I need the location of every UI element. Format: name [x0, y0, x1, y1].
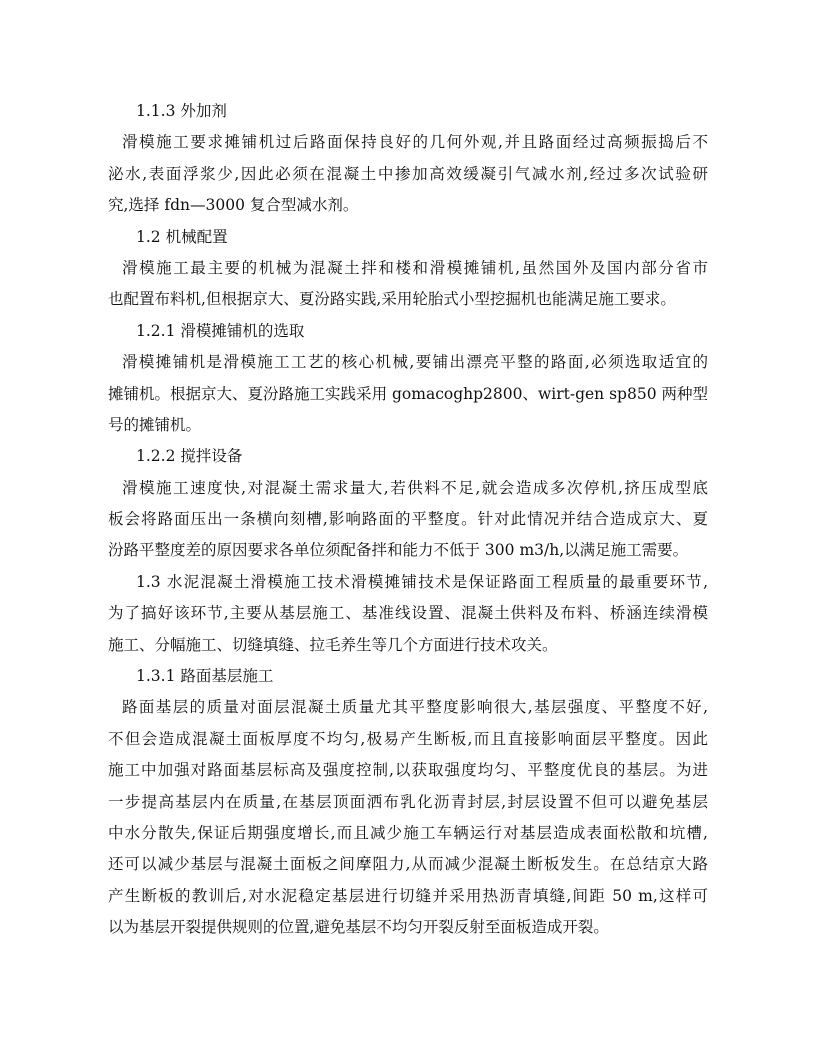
paragraph-line: 中水分散失,保证后期强度增长,而且减少施工车辆运行对基层造成表面松散和坑槽,: [108, 823, 708, 842]
paragraph-line: 滑模施工最主要的机械为混凝土拌和楼和滑模摊铺机,虽然国外及国内部分省市: [122, 258, 708, 277]
paragraph-line: 号的摊铺机。: [108, 415, 202, 434]
section-heading-1-3: 1.3 水泥混凝土滑模施工技术滑模摊铺技术是保证路面工程质量的最重要环节,: [136, 572, 708, 591]
section-heading-1-2-2: 1.2.2 搅拌设备: [136, 447, 243, 466]
section-heading-1-2: 1.2 机械配置: [136, 227, 228, 246]
paragraph-line: 一步提高基层内在质量,在基层顶面洒布乳化沥青封层,封层设置不但可以避免基层: [108, 792, 708, 811]
paragraph-line: 板会将路面压出一条横向刻槽,影响路面的平整度。针对此情况并结合造成京大、夏: [108, 510, 708, 529]
paragraph-line: 泌水,表面浮浆少,因此必须在混凝土中掺加高效缓凝引气减水剂,经过多次试验研: [108, 164, 708, 183]
paragraph-line: 还可以减少基层与混凝土面板之间摩阻力,从而减少混凝土断板发生。在总结京大路: [108, 855, 708, 874]
paragraph-line: 滑模摊铺机是滑模施工工艺的核心机械,要铺出漂亮平整的路面,必须选取适宜的: [122, 353, 708, 372]
paragraph-line: 为了搞好该环节,主要从基层施工、基准线设置、混凝土供料及布料、桥涵连续滑模: [108, 604, 708, 623]
paragraph-line: 施工中加强对路面基层标高及强度控制,以获取强度均匀、平整度优良的基层。为进: [108, 761, 708, 780]
paragraph-line: 摊铺机。根据京大、夏汾路施工实践采用 gomacoghp2800、wirt-gen sp850 两种型: [108, 384, 708, 403]
paragraph-line: 路面基层的质量对面层混凝土质量尤其平整度影响很大,基层强度、平整度不好,: [122, 698, 708, 717]
section-heading-1-2-1: 1.2.1 滑模摊铺机的选取: [136, 321, 305, 340]
paragraph-line: 以为基层开裂提供规则的位置,避免基层不均匀开裂反射至面板造成开裂。: [108, 918, 609, 937]
paragraph-line: 究,选择 fdn—3000 复合型减水剂。: [108, 196, 359, 215]
paragraph-line: 也配置布料机,但根据京大、夏汾路实践,采用轮胎式小型挖掘机也能满足施工要求。: [108, 290, 676, 309]
paragraph-line: 不但会造成混凝土面板厚度不均匀,极易产生断板,而且直接影响面层平整度。因此: [108, 729, 708, 748]
document-body: [108, 96, 708, 944]
section-heading-1-1-3: 1.1.3 外加剂: [136, 102, 227, 120]
paragraph-line: 汾路平整度差的原因要求各单位须配备拌和能力不低于 300 m3/h,以满足施工需要。: [108, 541, 689, 560]
paragraph-line: 施工、分幅施工、切缝填缝、拉毛养生等几个方面进行技术攻关。: [108, 635, 558, 654]
paragraph-line: 滑模施工速度快,对混凝土需求量大,若供料不足,就会造成多次停机,挤压成型底: [122, 478, 708, 497]
paragraph-line: 滑模施工要求摊铺机过后路面保持良好的几何外观,并且路面经过高频振捣后不: [122, 133, 708, 152]
section-heading-1-3-1: 1.3.1 路面基层施工: [136, 667, 274, 686]
paragraph-line: 产生断板的教训后,对水泥稳定基层进行切缝并采用热沥青填缝,间距 50 m,这样可: [108, 886, 708, 905]
